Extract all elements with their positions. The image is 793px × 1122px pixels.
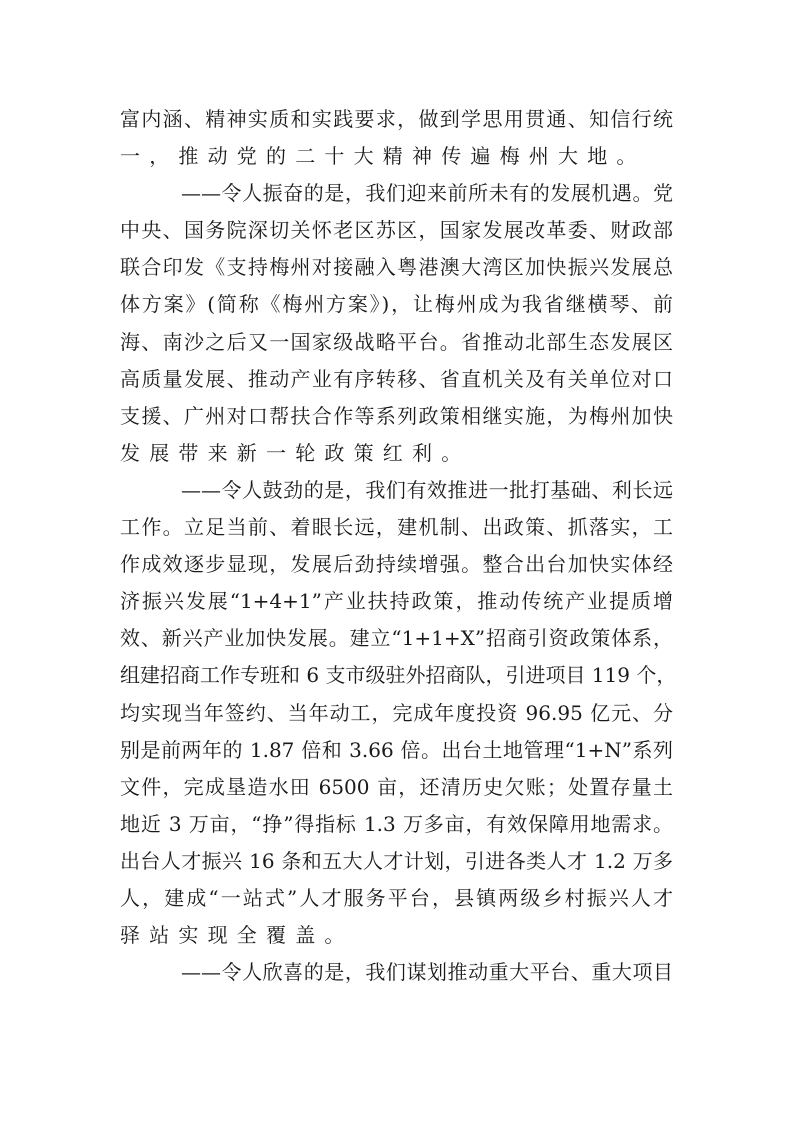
text-line: 作成效逐步显现，发展后劲持续增强。整合出台加快实体经 xyxy=(120,552,673,577)
text-line: 济振兴发展“1+4+1”产业扶持政策，推动传统产业提质增 xyxy=(120,589,673,614)
text-line: 文件，完成垦造水田 6500 亩，还清历史欠账；处置存量土 xyxy=(120,774,673,799)
text-line: 工作。立足当前、着眼长远，建机制、出政策、抓落实，工 xyxy=(120,515,673,540)
document-body xyxy=(120,101,677,991)
text-line: 体方案》(简称《梅州方案》)，让梅州成为我省继横琴、前 xyxy=(120,292,673,317)
text-line: 均实现当年签约、当年动工，完成年度投资 96.95 亿元、分 xyxy=(120,700,673,725)
text-line: 地近 3 万亩，“挣”得指标 1.3 万多亩，有效保障用地需求。 xyxy=(120,811,673,836)
text-line: 一，推动党的二十大精神传遍梅州大地。 xyxy=(120,144,646,169)
text-line: 海、南沙之后又一国家级战略平台。省推动北部生态发展区 xyxy=(120,329,673,354)
text-line: 支援、广州对口帮扶合作等系列政策相继实施，为梅州加快 xyxy=(120,403,673,428)
text-line: 中央、国务院深切关怀老区苏区，国家发展改革委、财政部 xyxy=(120,218,673,243)
text-line: 富内涵、精神实质和实践要求，做到学思用贯通、知信行统 xyxy=(120,107,673,131)
text-line: 效、新兴产业加快发展。建立“1+1+X”招商引资政策体系， xyxy=(120,626,673,651)
text-line: 驿站实现全覆盖。 xyxy=(120,923,354,948)
text-line: 联合印发《支持梅州对接融入粤港澳大湾区加快振兴发展总 xyxy=(120,255,673,280)
paragraph-first-line: ——令人鼓劲的是，我们有效推进一批打基础、利长远 xyxy=(181,477,673,502)
text-line: 出台人才振兴 16 条和五大人才计划，引进各类人才 1.2 万多 xyxy=(120,848,673,873)
text-line: 人，建成“一站式”人才服务平台，县镇两级乡村振兴人才 xyxy=(120,885,673,910)
paragraph-first-line: ——令人欣喜的是，我们谋划推动重大平台、重大项目 xyxy=(181,960,673,985)
text-line: 高质量发展、推动产业有序转移、省直机关及有关单位对口 xyxy=(120,366,673,391)
text-line: 组建招商工作专班和 6 支市级驻外招商队，引进项目 119 个， xyxy=(120,663,677,688)
paragraph-first-line: ——令人振奋的是，我们迎来前所未有的发展机遇。党 xyxy=(181,181,673,206)
text-line: 别是前两年的 1.87 倍和 3.66 倍。出台土地管理“1+N”系列 xyxy=(120,737,673,762)
text-line: 发展带来新一轮政策红利。 xyxy=(120,440,471,465)
